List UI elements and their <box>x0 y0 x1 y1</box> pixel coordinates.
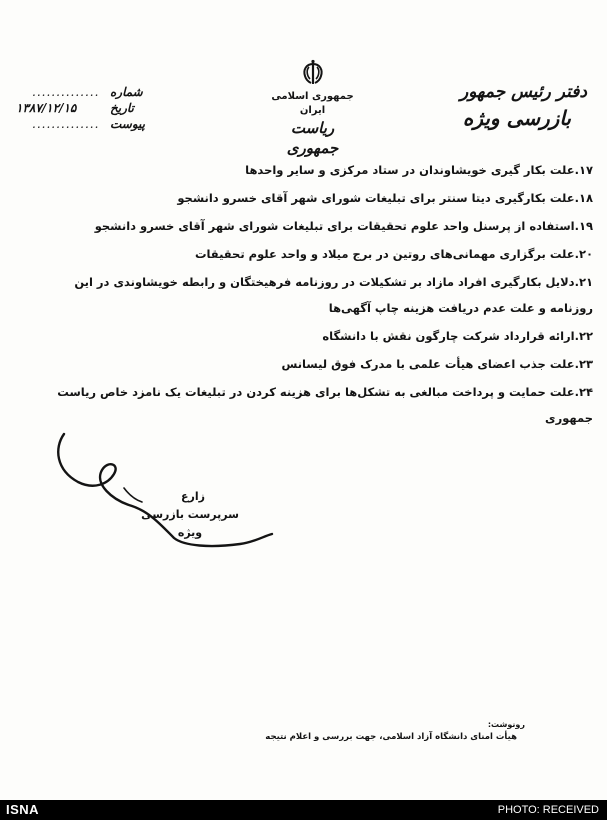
iran-emblem-icon <box>298 58 328 88</box>
signature-block <box>50 430 290 560</box>
letter-meta <box>16 84 176 132</box>
list-item: ۲۴.علت حمایت و پرداخت مبالغی به تشکل‌ها برای هزینه کردن در تبلیغات یک نامزد خاص ریاست جمهوری <box>50 382 593 428</box>
isna-logo: ISNA <box>6 802 40 817</box>
cc-label: رونوشت: <box>487 720 525 729</box>
list-item: ۱۹.استفاده از پرسنل واحد علوم تحقیقات برای تبلیغات شورای شهر آقای خسرو دانشجو <box>94 219 593 233</box>
number-dots: .............. <box>32 85 100 99</box>
office-department: بازرسی ویژه <box>462 106 571 130</box>
cc-body: هیأت امنای دانشگاه آزاد اسلامی، جهت بررسی و اعلام نتیجه <box>265 732 517 742</box>
date-value: ۱۳۸۷/۱۲/۱۵ <box>16 101 77 115</box>
list-item: ۲۲.ارائه قرارداد شرکت چارگون نقش با دانشگاه <box>322 329 593 343</box>
inquiry-list <box>50 160 593 436</box>
office-title: دفتر رئیس جمهور <box>460 82 587 102</box>
list-item: ۱۷.علت بکار گیری خویشاوندان در ستاد مرکزی و سایر واحدها <box>245 163 593 177</box>
list-item: ۲۳.علت جذب اعضای هیأت علمی با مدرک فوق لیسانس <box>281 357 593 371</box>
date-label: تاریخ <box>110 101 134 115</box>
office-header <box>437 80 587 132</box>
signature-text <box>135 488 245 542</box>
photo-credit: PHOTO: RECEIVED <box>497 804 599 816</box>
attachment-row <box>16 116 176 132</box>
date-row <box>16 100 176 116</box>
signatory-title: سرپرست بازرسی ویژه <box>141 508 239 539</box>
presidency-title: ریاست جمهوری <box>286 119 339 157</box>
attachment-label: پیوست <box>110 117 145 131</box>
cc-note <box>265 718 525 744</box>
list-item: ۲۰.علت برگزاری مهمانی‌های روتین در برج میلاد و واحد علوم تحقیقات <box>194 247 593 261</box>
number-label: شماره <box>110 85 143 99</box>
list-item: ۱۸.علت بکارگیری دیتا سنتر برای تبلیغات شورای شهر آقای خسرو دانشجو <box>177 191 593 205</box>
list-item: ۲۱.دلایل بکارگیری افراد مازاد بر تشکیلات در روزنامه فرهیختگان و رابطه خویشاوندی در این روزنامه و علت عدم دریافت هزینه چاپ آگهی‌ها <box>50 272 593 318</box>
photo-footer <box>0 800 607 820</box>
attachment-dots: .............. <box>32 117 100 131</box>
emblem-block <box>265 58 360 158</box>
republic-name: جمهوری اسلامی ایران <box>271 91 354 116</box>
number-row <box>16 84 176 100</box>
list-item-continuation: جمهوری <box>545 411 593 425</box>
list-item-continuation: روزنامه و علت عدم دریافت هزینه چاپ آگهی‌ها <box>328 301 593 315</box>
signatory-name: زارع <box>181 490 205 503</box>
